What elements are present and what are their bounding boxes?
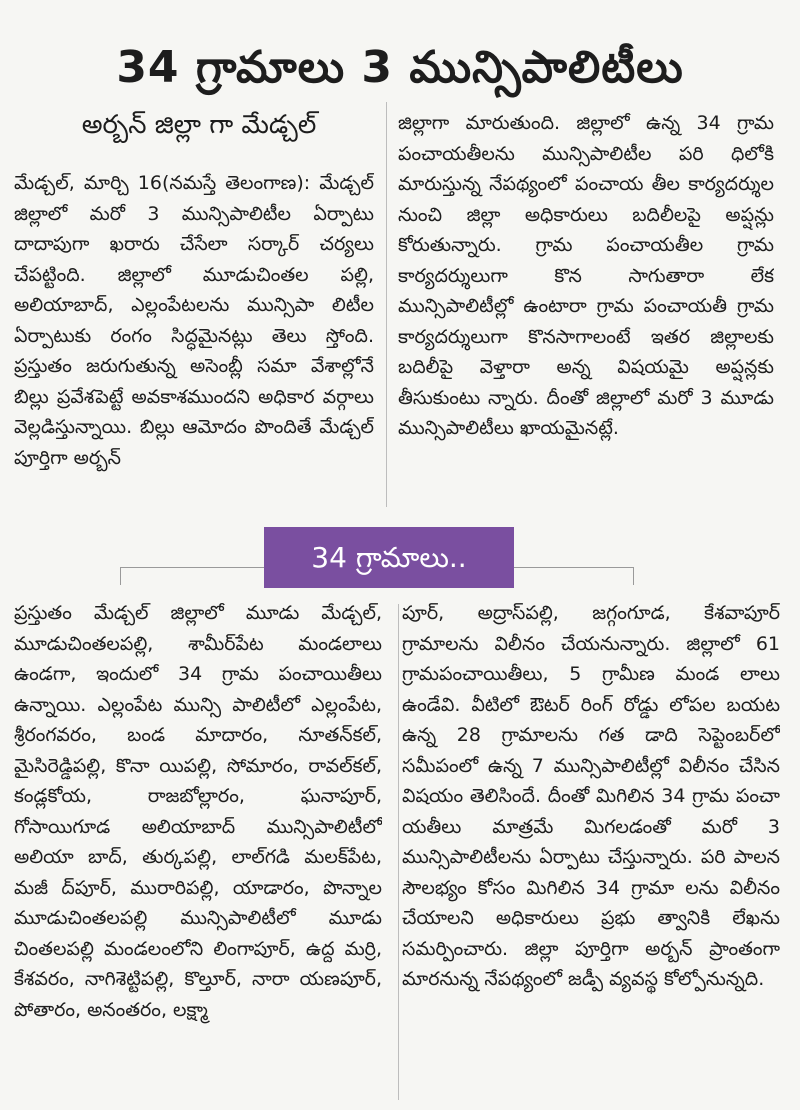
article-paragraph: జిల్లాగా మారుతుంది. జిల్లాలో ఉన్న 34 గ్రామ పంచాయతీలను మున్సిపాలిటీల పరి ధిలోకి మారుస్తున్న నేపథ్యంలో పంచాయ తీల కార్యదర్శుల నుంచి జిల్లా అధికారులు బదిలీలపై అప్షన్లు కోరుతున్నారు. గ్రామ పంచాయతీల గ్రామ కార్యదర్శులుగా కొన సాగుతారా లేక మున్సిపాలిటీల్లో ఉంటారా గ్రామ పంచాయతీ గ్రామ కార్యదర్శులుగా కొనసాగాలంటే ఇతర జిల్లాలకు బదిలీపై వెళ్తారా అన్న విషయమై అప్షన్లకు తీసుకుంటు న్నారు. దీంతో జిల్లాలో మరో 3 మూడు మున్సిపాలిటీలు ఖాయమైనట్లే. [398, 112, 774, 439]
article-paragraph: ప్రస్తుతం మేడ్చల్ జిల్లాలో మూడు మేడ్చల్, మూడుచింతలపల్లి, శామీర్‌పేట మండలాలు ఉండగా, ఇందులో 34 గ్రామ పంచాయితీలు ఉన్నాయి. ఎల్లంపేట మున్సి పాలిటీలో ఎల్లంపేట, శ్రీరంగవరం, బండ మాదారం, నూతన్‌కల్, మైసిరెడ్డిపల్లి, కొనా యిపల్లి, సోమారం, రావల్‌కల్, కండ్లకోయ, రాజబోల్లారం, ఘనాపూర్, గోసాయిగూడ అలియాబాద్ మున్సిపాలిటీలో అలియా బాద్, తుర్కపల్లి, లాల్‌గడి మలక్‌పేట, మజీ ద్‌పూర్, మురారిపల్లి, యాడారం, పొన్నాల మూడుచింతలపల్లి మున్సిపాలిటీలో మూడు చింతలపల్లి మండలంలోని లింగాపూర్, ఉద్ద మర్రి, కేశవరం, నాగిశెట్టిపల్లి, కొల్తూర్, నారా యణపూర్, పోతారం, అనంతరం, లక్ష్మా [14, 602, 382, 1021]
article-column-top-right [398, 108, 774, 500]
article-paragraph: పూర్, అద్రాస్‌పల్లి, జగ్గంగూడ, కేశవాపూర్ గ్రామాలను విలీనం చేయనున్నారు. జిల్లాలో 61 గ్రామపంచాయితీలు, 5 గ్రామీణ మండ లాలు ఉండేవి. వీటిలో ఔటర్ రింగ్ రోడ్డు లోపల బయట ఉన్న 28 గ్రామాలను గత డాది సెప్టెంబర్‌లో సమీపంలో ఉన్న 7 మున్సిపాలిటీల్లో విలీనం చేసిన విషయం తెలిసిందే. దీంతో మిగిలిన 34 గ్రామ పంచా యతీలు మాత్రమే మిగలడంతో మరో 3 మున్సిపాలిటీలను ఏర్పాటు చేస్తున్నారు. పరి పాలన సౌలభ్యం కోసం మిగిలిన 34 గ్రామా లను విలీనం చేయాలని అధికారులు ప్రభు త్వానికి లేఖను సమర్పించారు. జిల్లా పూర్తిగా అర్బన్ ప్రాంతంగా మారనున్న నేపథ్యంలో జడ్పీ వ్యవస్థ కోల్పోనున్నది. [402, 602, 780, 990]
column-divider-bottom [398, 604, 399, 1100]
article-column-bottom-left [14, 598, 382, 1103]
column-divider-top [386, 102, 387, 507]
headline: 34 గ్రామాలు 3 మున్సిపాలిటీలు [116, 42, 684, 94]
article-column-top-left [14, 168, 374, 498]
article-column-bottom-right [402, 598, 780, 1103]
article-paragraph: మేడ్చల్, మార్చి 16(నమస్తే తెలంగాణ): మేడ్చల్ జిల్లాలో మరో 3 మున్సిపాలిటీల ఏర్పాటు దాదాపుగా ఖరారు చేసేలా సర్కార్ చర్యలు చేపట్టింది. జిల్లాలో మూడుచింతల పల్లి, అలియాబాద్, ఎల్లంపేటలను మున్సిపా లిటీల ఏర్పాటుకు రంగం సిద్ధమైనట్లు తెలు స్తోంది. ప్రస్తుతం జరుగుతున్న అసెంబ్లీ సమా వేశాల్లోనే బిల్లు ప్రవేశపెట్టే అవకాశముందని అధికార వర్గాలు వెల్లడిస్తున్నాయి. బిల్లు ఆమోదం పొందితే మేడ్చల్ పూర్తిగా అర్బన్ [14, 172, 374, 469]
section-banner: 34 గ్రామాలు.. [264, 527, 514, 588]
subheadline: అర్బన్ జిల్లా గా మేడ్చల్ [81, 110, 317, 140]
section-rule-left-tick [120, 567, 121, 585]
section-rule-right-tick [633, 567, 634, 585]
